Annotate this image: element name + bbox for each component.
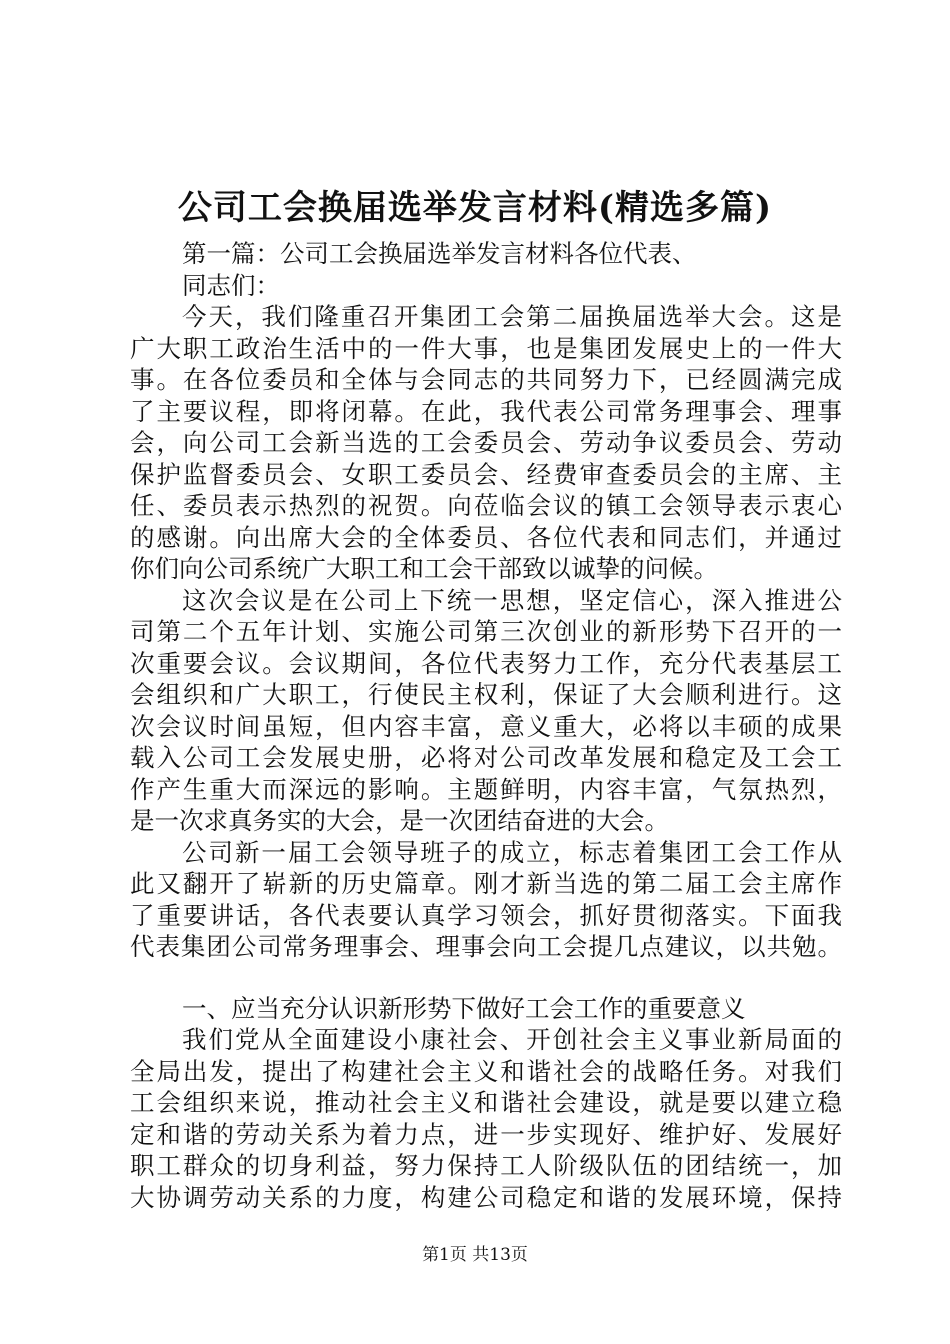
text-line: 定和谐的劳动关系为着力点，进一步实现好、维护好、发展好 xyxy=(130,1119,842,1149)
page-number-label: 第1页 共13页 xyxy=(422,1245,528,1265)
text-line: 载入公司工会发展史册，必将对公司改革发展和稳定及工会工 xyxy=(130,743,842,772)
text-line: 公司新一届工会领导班子的成立，标志着集团工会工作从 xyxy=(182,837,842,867)
text-line: 工会组织来说，推动社会主义和谐社会建设，就是要以建立稳 xyxy=(130,1088,842,1117)
text-line: 司第二个五年计划、实施公司第三次创业的新形势下召开的一 xyxy=(130,617,842,646)
text-line: 的感谢。向出席大会的全体委员、各位代表和同志们，并通过 xyxy=(130,522,842,552)
document-title: 公司工会换届选举发言材料(精选多篇) xyxy=(177,188,773,228)
text-line: 次会议时间虽短，但内容丰富，意义重大，必将以丰硕的成果 xyxy=(130,711,842,741)
text-line: 作产生重大而深远的影响。主题鲜明，内容丰富，气氛热烈， xyxy=(130,774,842,804)
text-line: 代表集团公司常务理事会、理事会向工会提几点建议，以共勉。 xyxy=(130,932,842,961)
text-line: 事。在各位委员和全体与会同志的共同努力下，已经圆满完成 xyxy=(130,365,842,394)
text-line: 会，向公司工会新当选的工会委员会、劳动争议委员会、劳动 xyxy=(130,428,842,457)
text-line: 次重要会议。会议期间，各位代表努力工作，充分代表基层工 xyxy=(130,648,842,678)
text-line: 我们党从全面建设小康社会、开创社会主义事业新局面的 xyxy=(182,1025,842,1054)
text-line: 大协调劳动关系的力度，构建公司稳定和谐的发展环境，保持 xyxy=(130,1182,842,1212)
text-line: 同志们： xyxy=(182,270,280,300)
text-line: 此又翻开了崭新的历史篇章。刚才新当选的第二届工会主席作 xyxy=(130,869,842,898)
text-line: 是一次求真务实的大会，是一次团结奋进的大会。 xyxy=(130,806,669,835)
page-footer xyxy=(0,1244,950,1266)
text-line: 你们向公司系统广大职工和工会干部致以诚挚的问候。 xyxy=(130,554,718,583)
text-line: 一、应当充分认识新形势下做好工会工作的重要意义 xyxy=(182,993,746,1023)
text-line: 全局出发，提出了构建社会主义和谐社会的战略任务。对我们 xyxy=(130,1056,842,1086)
text-line: 今天，我们隆重召开集团工会第二届换届选举大会。这是 xyxy=(182,302,842,331)
document-body xyxy=(130,238,842,1213)
paragraph-gap xyxy=(130,963,842,993)
text-line: 会组织和广大职工，行使民主权利，保证了大会顺利进行。这 xyxy=(130,680,842,709)
text-line: 了主要议程，即将闭幕。在此，我代表公司常务理事会、理事 xyxy=(130,396,842,426)
text-line: 这次会议是在公司上下统一思想，坚定信心，深入推进公 xyxy=(182,585,842,615)
text-line: 职工群众的切身利益，努力保持工人阶级队伍的团结统一，加 xyxy=(130,1151,842,1180)
text-line: 了重要讲话，各代表要认真学习领会，抓好贯彻落实。下面我 xyxy=(130,900,842,930)
text-line: 广大职工政治生活中的一件大事，也是集团发展史上的一件大 xyxy=(130,333,842,363)
text-line: 第一篇：公司工会换届选举发言材料各位代表、 xyxy=(182,239,697,268)
text-line: 保护监督委员会、女职工委员会、经费审查委员会的主席、主 xyxy=(130,459,842,489)
text-line: 任、委员表示热烈的祝贺。向莅临会议的镇工会领导表示衷心 xyxy=(130,491,842,520)
